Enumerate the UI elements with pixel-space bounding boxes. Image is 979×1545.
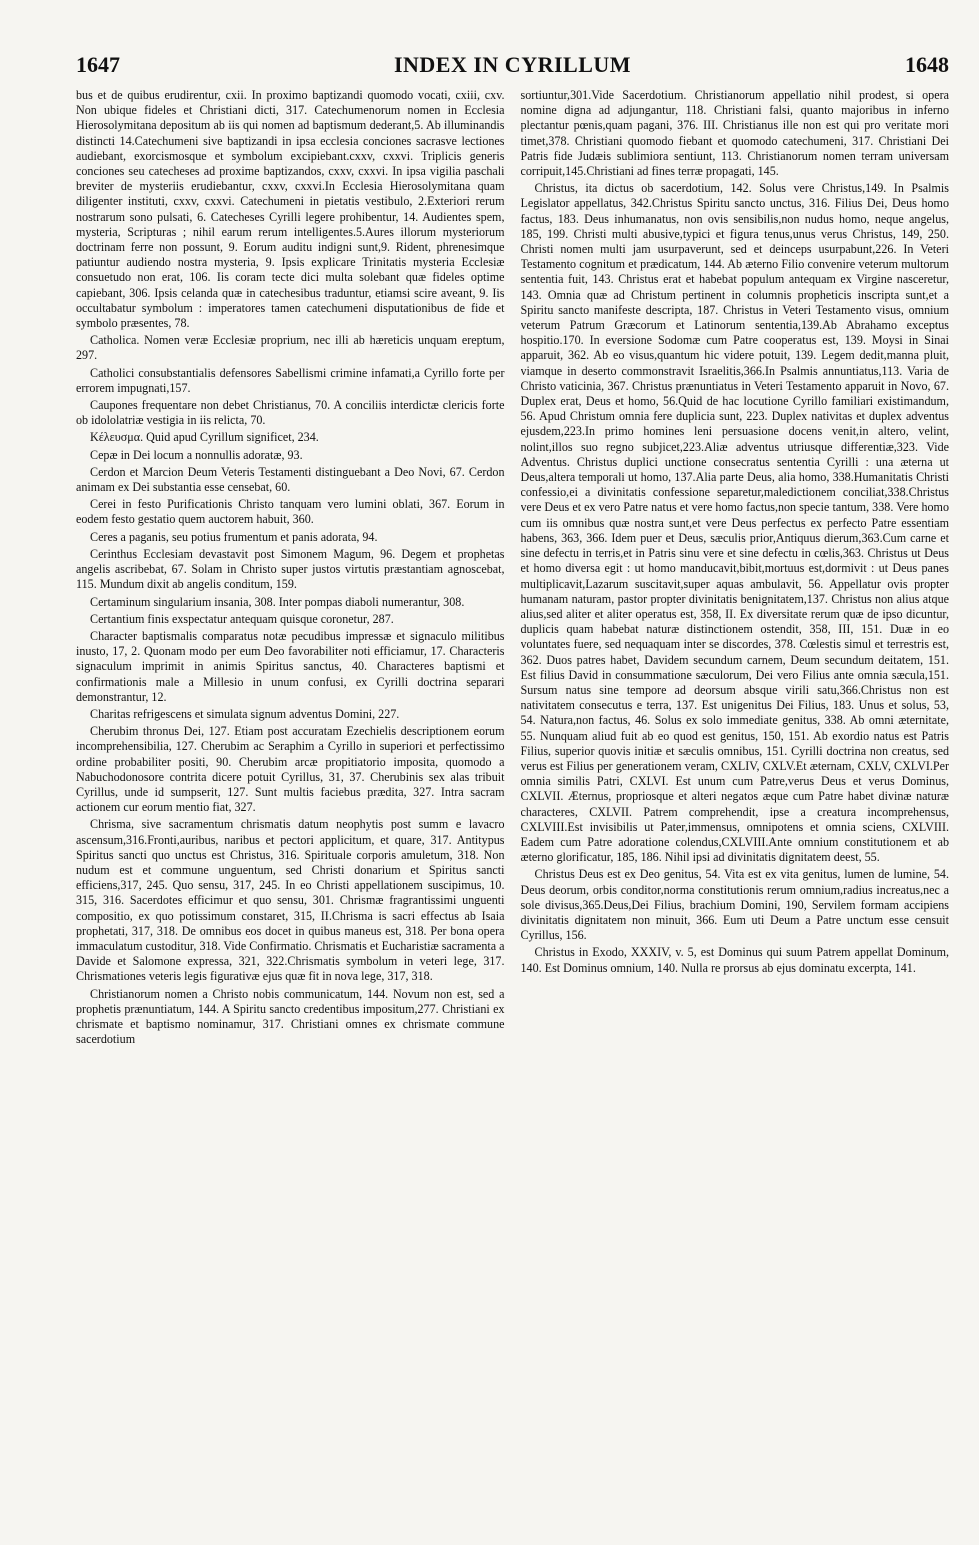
index-entry: Catholica. Nomen veræ Ecclesiæ proprium, nec illi ab hæreticis unquam ereptum, 297.	[76, 333, 505, 363]
running-header	[76, 52, 949, 82]
index-entry: Caupones frequentare non debet Christianus, 70. A conciliis interdictæ clericis forte ob idololatriæ vestigia in iis relicta, 70.	[76, 398, 505, 428]
left-column	[76, 88, 505, 1508]
index-entry: Catholici consubstantialis defensores Sabellismi crimine infamati,a Cyrillo forte per errorem impugnati,157.	[76, 365, 505, 395]
index-entry: Christus Deus est ex Deo genitus, 54. Vita est ex vita genitus, lumen de lumine, 54. Deus deorum, orbis conditor,norma constitutionis rerum omnium,radius increatus,nec a sole divisus,365.Deus,Dei Filius, brachium Domini, 190, Servilem formam accipiens divinitatis dignitatem non minuit, 366. Eum uti Deum a Patre unctum esse censuit Cyrillus, 156.	[520, 867, 949, 943]
page-number-left: 1647	[76, 52, 120, 77]
index-entry: Certantium finis exspectatur antequam quisque coronetur, 287.	[90, 611, 394, 626]
index-entry: Cerei in festo Purificationis Christo tanquam vero lumini oblati, 367. Eorum in eodem festo gestatio quem auctorem habuit, 360.	[76, 497, 505, 527]
page-title: INDEX IN CYRILLUM	[393, 52, 632, 77]
index-entry: Chrisma, sive sacramentum chrismatis datum neophytis post summ e lavacro ascensum,316.Fronti,auribus, naribus et pectori applicitum, et quare, 317. Antitypus Spiritus sancti quo unctus est Christus, 316. Spirituale corporis amuletum, 318. Non nudum est et commune unguentum, sed Christi donarium et Spiritus sancti efficiens,317, 245. Quo sensu, 317, 245. In eo Christi appellationem suscipimus, 10. 315, 316. Sacerdotes efficimur et quo sensu, 301. Chrismæ fragrantissimi unguenti compositio, ex quo potissimum constaret, 315, II.Chrisma is sacri effectus ab Isaia prophetati, 317, 318. De omnibus eos docet in quibus maneus est, 318. Per bona opera immaculatum custoditur, 318. Vide Confirmatio. Chrismatis et Eucharistiæ sacramenta a Davide et Salomone expressa, 321, 322.Chrismatis symbolum in veteri lege, 317. Chrismationes veteris legis figurativæ ejus quæ fit in nova lege, 317, 318.	[76, 817, 505, 984]
index-entry: Christus in Exodo, XXXIV, v. 5, est Dominus qui suum Patrem appellat Dominum, 140. Est Dominus omnium, 140. Nulla re prorsus ab ejus dominatu excerpta, 141.	[520, 945, 949, 975]
right-column	[521, 88, 950, 1508]
index-entry: Cherubim thronus Dei, 127. Etiam post accuratam Ezechielis descriptionem eorum incomprehensibilia, 127. Cherubim ac Seraphim a Cyrillo in superiori et perfectissimo ordine probabiliter positi, 90. Cherubim arcæ propitiatorio imposita, quomodo a Nabuchodonosore contrita dicere potuit Cyrillus, 31, 37. Cherubinis sex alas tribuit Cyrillus, unde id sumpserit, 127. Sunt multis faciebus prædita, 327. Intra sacram actionem cur eorum mentio fiat, 327.	[76, 724, 505, 815]
index-entry: sortiuntur,301.Vide Sacerdotium. Christianorum appellatio nihil prodest, si opera nomine digna ad adjungantur, 118. Christiani falsi, quanto majoribus in inferno plectantur pœnis,quam pagani, 376. III. Christianus ille non est qui pro veritate mori timet,378. Christiani quomodo fiebant et quomodo catechumeni, 317. Christiani Dei Patris fide Judæis sublimiora sentiunt, 113. Christianorum nomen terram universam corripuit,145.Christiani ad fines terræ propagati, 145.	[520, 88, 949, 179]
index-entry: Character baptismalis comparatus notæ pecudibus impressæ et signaculo militibus inusto, 17, 2. Quonam modo per eum Deo favorabiliter noti efficiamur, 17. Characteris signaculum imprimit in animis Spiritus sanctus, 40. Characteres baptismi et confirmationis male a Millesio in unum confusi, ex Cyrilli doctrina separari demonstrantur, 12.	[76, 628, 505, 704]
index-columns	[76, 88, 949, 1508]
index-entry: Cepæ in Dei locum a nonnullis adoratæ, 93.	[90, 447, 303, 462]
index-entry: Charitas refrigescens et simulata signum adventus Domini, 227.	[90, 706, 400, 721]
index-entry: Certaminum singularium insania, 308. Inter pompas diaboli numerantur, 308.	[90, 594, 465, 609]
index-entry: Ceres a paganis, seu potius frumentum et panis adorata, 94.	[90, 529, 378, 544]
index-entry: bus et de quibus erudirentur, cxii. In proximo baptizandi quomodo vocati, cxiii, cxv. Non ubique fideles et Christiani dicti, 317. Catechumenorum nomen in Ecclesia Hierosolymitana depositum ab iis qui nomen ad baptismum dederant,5. Ab illuminandis distincti 14.Catechumeni sive baptizandi in ipsa ecclesia conciones sacrasve lectiones audiebant, exorcismosque et symbolum excipiebant.cxxv, cxxvi. Triplicis generis conciones seu catecheses ad proxime baptizandos, cxxv, cxxvi. In ipsa vigilia paschali breviter de mysteriis erudiebantur, cxxv, cxxvi.In Ecclesia Hierosolymitana quam diligenter instituti, cxxv, cxxvi. Catechumeni in pietatis vestibulo, 2.Exteriori rerum nostrarum sono pulsati, 6. Catecheses Cyrilli legere prohibentur, 14. Audientes spem, mysteria, Scripturas ; nihil earum rerum intelligentes.5.Aures illorum mysteriorum doctrinam ferre non possunt, 9. Eorum auditu indigni sunt,9. Rident, phrenesimque patiuntur audiendo nostra mysteria, 9. Ipsis explicare Trinitatis mysteria Ecclesiæ consuetudo non erat, 106. Iis coram tecte dici multa solebant quæ fideles optime capiebant, 306. Ipsis celanda quæ in catechesibus traduntur, etiamsi scire aveant, 9. Iis occultabatur symbolum : imperatores tamen catechumeni disputationibus de fide et symbolo præsentes, 78.	[76, 88, 505, 331]
index-entry: Christus, ita dictus ob sacerdotium, 142. Solus vere Christus,149. In Psalmis Legislator appellatus, 342.Christus Spiritu sancto unctus, 316. Filius Dei, Deus homo factus, 183. Deus inhumanatus, non ovis sensibilis,non nudus homo, neque angelus, 185, 199. Christi multi abusive,typici et figura tenus,unus verus Christus, 149, 250. Christi nomen multi jam usurpaverunt, sed et deinceps usurpabunt,226. In Veteri Testamento cognitum et prædicatum, 144. Ab æterno Filio convenire veterum multorum sententia fuit, 143. Christus erat et habebat populum antequam ex Virgine nasceretur, 143. Omnia quæ ad Christum pertinent in columnis propheticis inscripta sunt,et a Spiritu sancto manifeste descripta, 187. Christus in Veteri Testamento visus, omnium veterum Patrum Græcorum et Latinorum sententia,139.Ab Abrahamo exceptus hospitio.170. In eversione Sodomæ cum Patre cooperatus est, 139. Moysi in Sinai apparuit, 362. Ab eo visus,quantum hic videre potuit, 139. Legem dedit,manna pluit, viamque in deserto commonstravit Israelitis,366.In Psalmis annuntiatus,113. Varia de Christo vaticinia, 367. Christus prænuntiatus in Veteri Testamento apparuit in Novo, 67. Duplex erat, Deus et homo, 56.Quid de hac locutione Cyrillo familiari existimandum, 56. Apud Christum omnia fere duplicia sunt, 223. Duplex nativitas et duplex adventus ejusdem,223.In primo homines leni persuasione docens venit,in altero, velint, nolint,illos suo regno subjicet,223.Aliæ adventus utriusque differentiæ,323. Vide Adventus. Christus duplici unctione consecratus sententia Cyrilli : una æterna ut Deus,altera temporali ut homo, 137.Alia parte Deus, alia homo, 338.Humanitatis Christi confessio,ei a divinitatis confessione separetur,maledictionem conciliat,338.Christus vere Deus et ex vero Patre natus et vere homo factus,non specie tantum, 338. Vere homo cum iis omnibus quæ nostra sunt,et vere Deus perfectus ex perfecto Patre essentiam habens, 363, 366. Idem puer et Deus, sæculis prior,Antiquus dierum,363.Cum carne et sine defectu in terris,et in Patris sinu vere et sine defectu in cœlis,363. Christus ut Deus et homo diversa egit : ut homo manducavit,bibit,mortuus est,dormivit : ut Deus panes multiplicavit,Lazarum suscitavit,super aquas ambulavit, 56. Appellatur ovis propter humanam naturam, pastor propter divinitatis benignitatem,137. Christus non alius atque alius,sed aliter et aliter operatus est, 358, II. Ex diversitate rerum quæ de ipso dicuntur, duplicis quam habebat naturæ distinctionem ostendit, 358, III, 151. Duæ in eo voluntates fuere, sed nequaquam inter se discordes, 378. Cœlestis simul et terrestris est, 362. Duos patres habet, Davidem secundum carnem, Deum secundum deitatem, 151. Est filius David in consummatione sæculorum, Dei vero Filius ante omnia sæcula,151. Sursum natus sine tempore ad deorsum absque virili satu,366.Christus non est nativitatem consecutus e terra, 137. Est unigenitus Dei Filius, 183. Unus et solus, 53, 54. Natura,non factus, 46. Solus ex solo immediate genitus, 338. Ab omni æternitate, 55. Nunquam aliud fuit ab eo quod est genitus, 150, 151. Ab exordio natus est Patris Filius, superior quovis initiæ et sæculis omnibus, 151. Cyrilli doctrina non creatus, sed verus est Filius per generationem veram, CXLIV, CXLV.Et æternam, CXLV, CXLVI.Per omnia similis Patri, CXLVI. Est unum cum Patre,verus Deus et verus Dominus, CXLVII. Æternus, propriosque et alteri negatos æque cum Patre habet divinæ naturæ characteres, CXLVII. Patrem comprehendit, ipse a creatura incomprehensus, CXLVIII.Est invisibilis ut Pater,immensus, omnipotens et omnia sciens, CXLVIII. Eadem cum Patre adoratione colendus,CXLVIII.Ante omnium constitutionem et ab æterno glorificatur, 185, 186. Nihil ipsi ad divinitatis dignitatem deest, 55.	[520, 181, 949, 865]
index-entry: Cerdon et Marcion Deum Veteris Testamenti distinguebant a Deo Novi, 67. Cerdon animam ex Dei substantia esse censebat, 60.	[76, 464, 505, 495]
page-number-right: 1648	[905, 52, 949, 77]
index-entry: Κέλευσμα. Quid apud Cyrillum significet, 234.	[90, 430, 319, 445]
index-entry: Christianorum nomen a Christo nobis communicatum, 144. Novum non est, sed a prophetis prænuntiatum, 144. A Spiritu sancto credentibus impositum,277. Christiani ex chrismate et baptismo nominamur, 317. Christiani omnes ex chrismate commune sacerdotium	[76, 986, 505, 1047]
index-entry: Cerinthus Ecclesiam devastavit post Simonem Magum, 96. Degem et prophetas angelis ascribebat, 67. Solam in Christo super justos virtutis præstantiam agnoscebat, 115. Mundum dixit ab angelis conditum, 159.	[76, 546, 505, 592]
